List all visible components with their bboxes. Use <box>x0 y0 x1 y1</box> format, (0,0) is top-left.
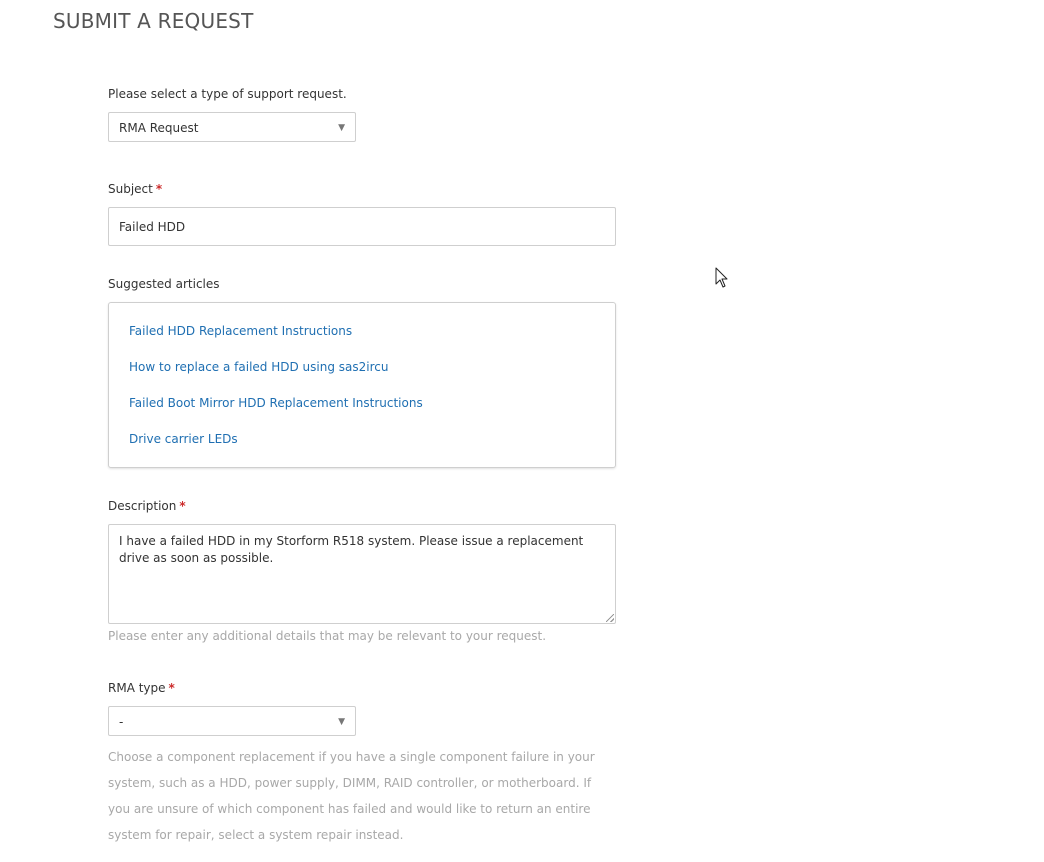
required-marker: * <box>155 182 163 196</box>
suggested-articles-label: Suggested articles <box>108 277 220 291</box>
subject-input[interactable] <box>108 207 616 246</box>
subject-value: Failed HDD <box>119 220 186 234</box>
rma-type-select[interactable] <box>108 706 356 736</box>
description-label-text: Description <box>108 499 177 513</box>
rma-type-label <box>108 680 175 696</box>
chevron-down-icon: ▼ <box>338 123 345 133</box>
subject-label-text: Subject <box>108 182 153 196</box>
request-type-value: RMA Request <box>119 121 199 135</box>
rma-type-value: - <box>119 715 124 729</box>
description-hint: Please enter any additional details that may be relevant to your request. <box>108 629 547 643</box>
description-value: I have a failed HDD in my Storform R518 system. Please issue a replacement drive as soon as possible. <box>119 534 584 565</box>
subject-label <box>108 181 162 197</box>
request-type-select[interactable] <box>108 112 356 142</box>
resize-handle-icon[interactable] <box>606 614 614 622</box>
description-label <box>108 498 186 514</box>
article-link[interactable]: Failed HDD Replacement Instructions <box>129 324 353 338</box>
description-textarea[interactable] <box>108 524 616 624</box>
chevron-down-icon: ▼ <box>338 717 345 727</box>
page-title: SUBMIT A REQUEST <box>53 9 254 33</box>
rma-type-hint: Choose a component replacement if you have a single component failure in your system, such as a HDD, power supply, DIMM, RAID controller, or motherboard. If you are unsure of which component has failed and would like to return an entire system for repair, select a system repair instead. <box>108 750 595 842</box>
rma-type-label-text: RMA type <box>108 681 166 695</box>
required-marker: * <box>168 681 175 695</box>
article-link[interactable]: Failed Boot Mirror HDD Replacement Instructions <box>129 396 423 410</box>
article-link[interactable]: Drive carrier LEDs <box>129 432 238 446</box>
mouse-pointer-icon <box>714 267 730 289</box>
required-marker: * <box>179 499 186 513</box>
suggested-articles-list <box>108 302 616 468</box>
article-link[interactable]: How to replace a failed HDD using sas2ircu <box>129 360 389 374</box>
request-type-label: Please select a type of support request. <box>108 87 347 101</box>
